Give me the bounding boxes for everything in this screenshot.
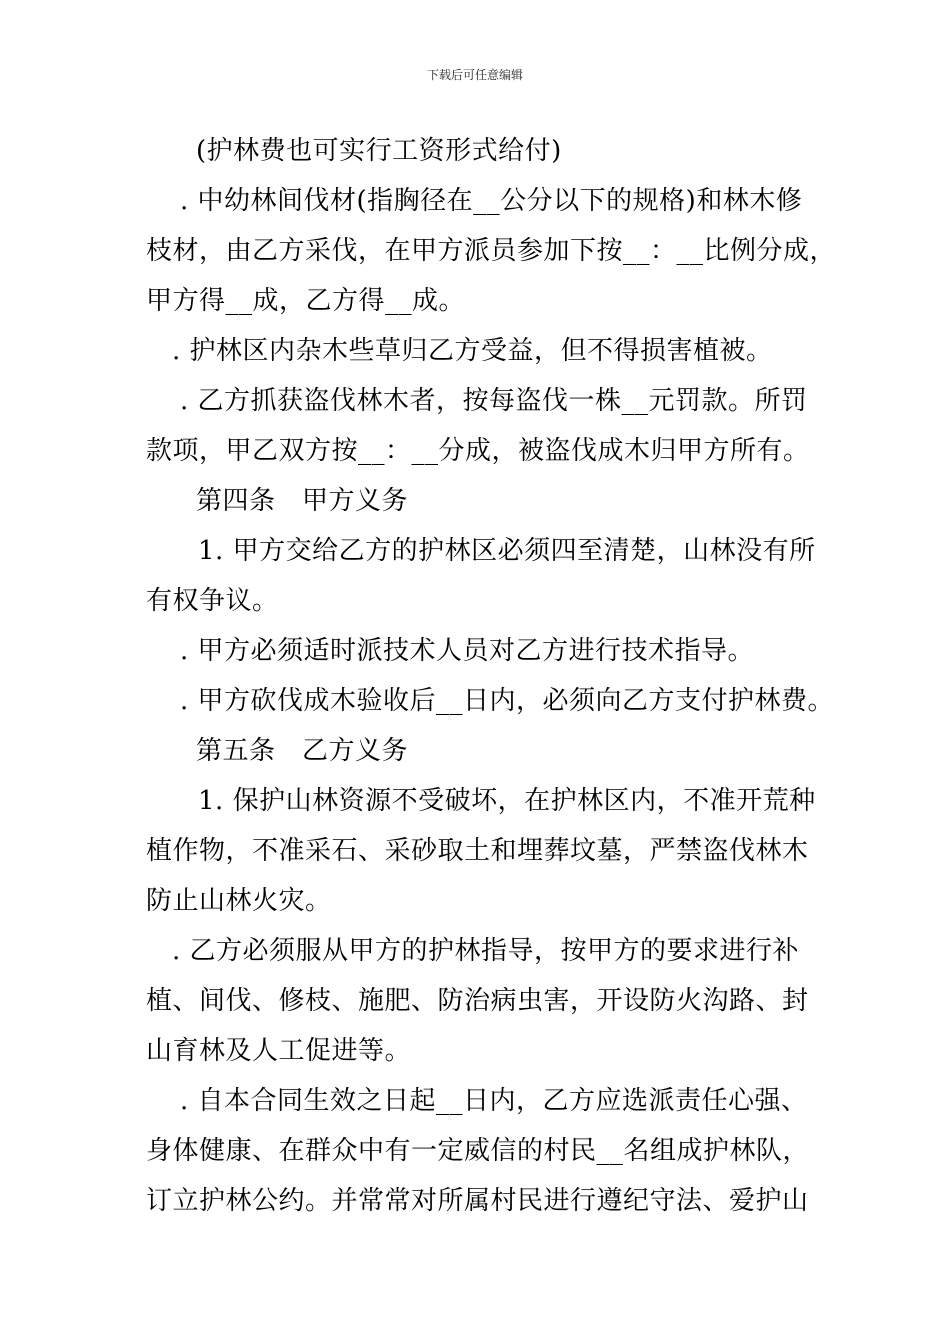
document-body: [146, 126, 837, 1226]
paragraph-line: 款项，甲乙双方按__：__分成，被盗伐成木归甲方所有。: [146, 436, 810, 466]
paragraph-line: . 甲方砍伐成木验收后__日内，必须向乙方支付护林费。: [180, 686, 835, 716]
paragraph-line: 有权争议。: [146, 586, 279, 616]
paragraph-line: . 乙方抓获盗伐林木者，按每盗伐一株__元罚款。所罚: [180, 386, 808, 416]
paragraph-line: (护林费也可实行工资形式给付): [196, 136, 562, 166]
paragraph-line: . 甲方必须适时派技术人员对乙方进行技术指导。: [180, 636, 755, 666]
paragraph-line: 订立护林公约。并常常对所属村民进行遵纪守法、爱护山: [146, 1186, 809, 1216]
paragraph-line: . 护林区内杂木些草归乙方受益，但不得损害植被。: [172, 336, 773, 366]
paragraph-line: . 乙方必须服从甲方的护林指导，按甲方的要求进行补: [172, 936, 800, 966]
paragraph-line: 山育林及人工促进等。: [146, 1036, 412, 1066]
section-heading: 第五条 乙方义务: [196, 736, 409, 766]
paragraph-line: . 中幼林间伐材(指胸径在__公分以下的规格)和林木修: [180, 186, 803, 216]
paragraph-line: 植作物，不准采石、采砂取土和埋葬坟墓，严禁盗伐林木: [146, 836, 809, 866]
paragraph-line: 1. 保护山林资源不受破坏，在护林区内，不准开荒种: [198, 786, 816, 816]
paragraph-line: 枝材，由乙方采伐，在甲方派员参加下按__：__比例分成，: [146, 236, 837, 266]
paragraph-line: . 自本合同生效之日起__日内，乙方应选派责任心强、: [180, 1086, 808, 1116]
paragraph-line: 甲方得__成，乙方得__成。: [146, 286, 466, 316]
section-heading: 第四条 甲方义务: [196, 486, 409, 516]
page-header-note: 下载后可任意编辑: [426, 68, 523, 82]
paragraph-line: 身体健康、在群众中有一定威信的村民__名组成护林队，: [146, 1136, 810, 1166]
paragraph-line: 植、间伐、修枝、施肥、防治病虫害，开设防火沟路、封: [146, 986, 809, 1016]
paragraph-line: 1. 甲方交给乙方的护林区必须四至清楚，山林没有所: [198, 536, 816, 566]
paragraph-line: 防止山林火灾。: [146, 886, 332, 916]
